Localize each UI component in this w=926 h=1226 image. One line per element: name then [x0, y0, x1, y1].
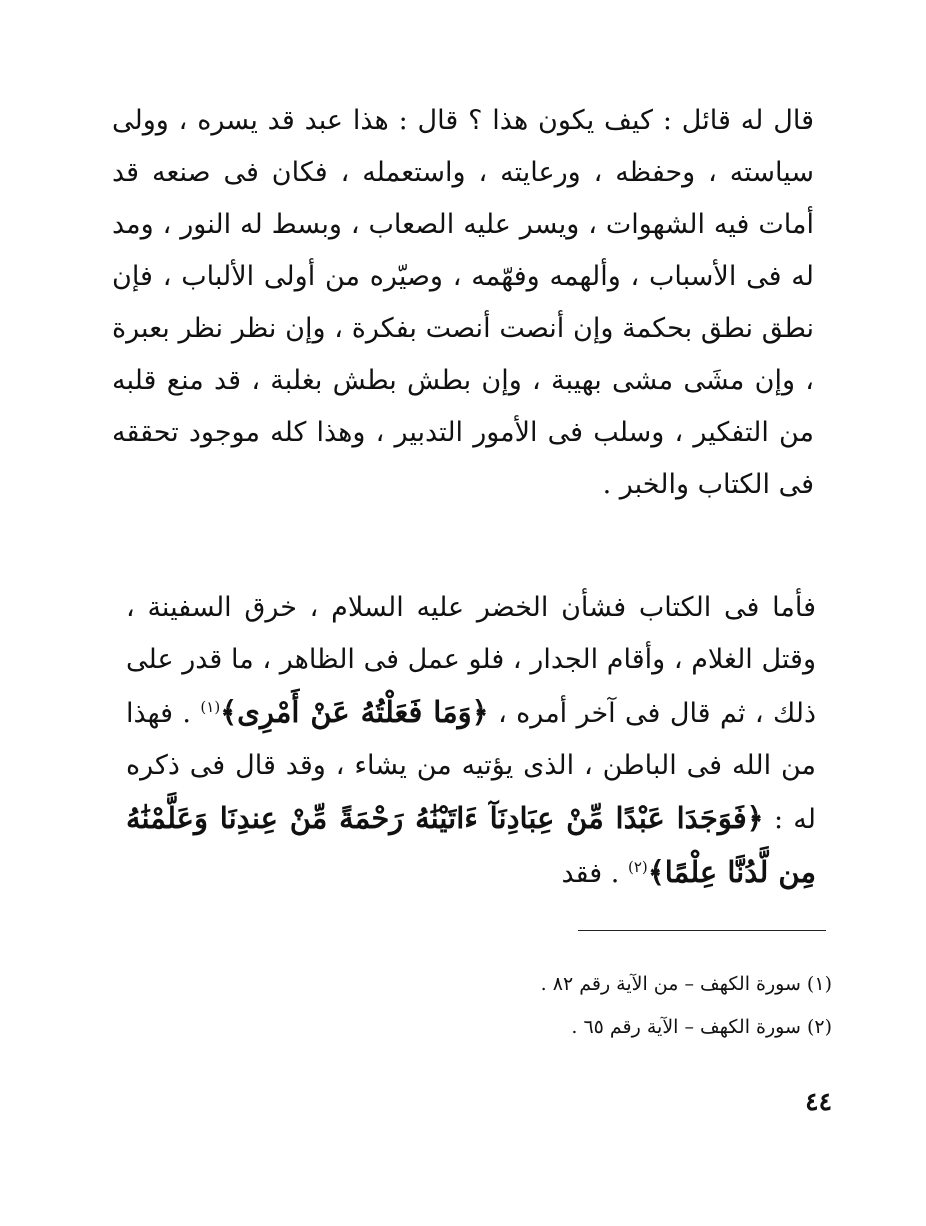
- footnote-ref-1: (١): [200, 698, 221, 716]
- footnote-2: (٢) سورة الكهف – الآية رقم ٦٥ .: [571, 1016, 832, 1038]
- footnote-ref-2: (٢): [627, 858, 648, 876]
- paragraph-1: قال له قائل : كيف يكون هذا ؟ قال : هذا عبد قد يسره ، وولى سياسته ، وحفظه ، ورعايته ، واستعمله ، فكان فى صنعه قد أمات فيه الشهوات ، ويسر عليه الصعاب ، وبسط له النور ، ومد له فى الأسباب ، وألهمه وفهّمه ، وصيّره من أولى الألباب ، فإن نطق نطق بحكمة وإن أنصت أنصت بفكرة ، وإن نظر نظر بعبرة ، وإن مشَى مشى بهيبة ، وإن بطش بطش بغلبة ، قد منع قلبه من التفكير ، وسلب فى الأمور التدبير ، وهذا كله موجود تحققه فى الكتاب والخبر .: [112, 105, 814, 500]
- page-number: ٤٤: [805, 1087, 832, 1116]
- paragraph-2: [126, 582, 816, 900]
- footnotes: [300, 963, 832, 1049]
- footnote-1: (١) سورة الكهف – من الآية رقم ٨٢ .: [540, 973, 832, 995]
- paragraph-2-text-part-3: . فقد: [561, 858, 620, 889]
- footnote-separator: [578, 930, 826, 931]
- paragraph-2-text-part-1: فأما فى الكتاب فشأن الخضر عليه السلام ، خرق السفينة ، وقتل الغلام ، وأقام الجدار ، فلو عمل فى الظاهر ، ما قدر على ذلك ، ثم قال فى آخر أمره ،: [126, 592, 816, 729]
- quran-verse-1: ﴿وَمَا فَعَلْتُهُ عَنْ أَمْرِى﴾: [220, 695, 489, 729]
- quran-verse-2: ﴿فَوَجَدَا عَبْدًا مِّنْ عِبَادِنَآ ءَاتَيْنَٰهُ رَحْمَةً مِّنْ عِندِنَا وَعَلَّمْنَٰهُ مِن لَّدُنَّا عِلْمًا﴾: [126, 801, 816, 889]
- paragraph-2-text-part-2: . فهذا من الله فى الباطن ، الذى يؤتيه من يشاء ، وقد قال فى ذكره له :: [126, 698, 816, 835]
